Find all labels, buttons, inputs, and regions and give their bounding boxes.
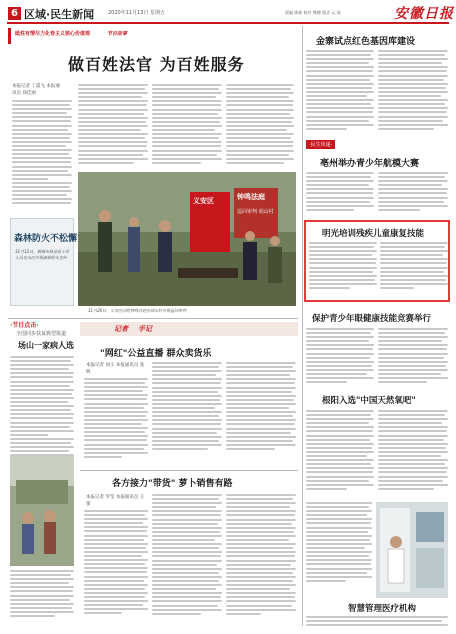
section-title: 区域·民生新闻 — [24, 8, 95, 21]
minsheng-tag: ·民生快递· — [306, 140, 335, 149]
protect-col-1 — [306, 328, 374, 385]
lead-body-col-2 — [78, 84, 148, 166]
carry-col-2 — [152, 494, 222, 617]
netred-headline: "网红"公益直播 群众卖货乐 — [100, 349, 212, 359]
lead-body-col-1 — [12, 100, 72, 206]
highlights-headline: 场山一家病人选 — [18, 341, 74, 350]
lead-photo — [78, 172, 296, 306]
bozhou-col-1 — [306, 172, 374, 213]
clinic-photo-illustration — [376, 502, 448, 598]
forest-headline: 森林防火不松懈 — [14, 234, 78, 244]
lead-headline: 做百姓法官 为百姓服务 — [68, 55, 245, 74]
root-col-2 — [378, 410, 448, 492]
lead-bottom-rule — [8, 318, 298, 319]
mid-rule — [80, 470, 298, 471]
carry-byline: 本报记者 罗莹 本报通讯员 王蕾 — [86, 495, 145, 507]
highlights-sub: 全国同步扶贫典型报道 — [16, 331, 67, 337]
featured-col-1 — [309, 242, 377, 291]
lead-photo-caption: 11月20日，义安区法院钟鸣法庭在胡山村开展巡回审判 — [88, 308, 187, 313]
top-right-col-1 — [306, 50, 374, 132]
forest-caption: 11月12日，桐城市林业局工作人员在山区开展森林防火宣传 — [15, 249, 70, 260]
lead-kicker: 砥柱有情尽力化卷主义核心价值观 — [15, 31, 91, 37]
carry-headline: 各方接力"带货" 萝卜销售有路 — [112, 479, 233, 489]
carry-col-1 — [84, 510, 148, 616]
smart-headline: 智慧管理医疗机构 — [348, 604, 417, 614]
featured-col-2 — [380, 242, 448, 291]
column-divider — [302, 26, 303, 626]
issue-date: 2020年11月13日 星期五 — [108, 10, 166, 16]
newspaper-logo: 安徽日报 — [394, 6, 454, 22]
root-col-1 — [306, 410, 374, 492]
village-photo-illustration — [10, 456, 74, 566]
reporter-tag-2: 手记 — [138, 325, 152, 333]
netred-col-3 — [226, 362, 296, 452]
netred-byline: 本报记者 刘玉 本报通讯员 张明 — [86, 363, 145, 375]
clinic-photo — [376, 502, 448, 598]
editors-credit: 责编 陈新 校对 熊德 版式 元 成 — [285, 10, 341, 15]
lead-body-col-4 — [226, 84, 294, 166]
reporter-tag: 记者 — [114, 325, 128, 333]
protect-headline: 保护青少年眼健康技能竞赛举行 — [312, 314, 432, 324]
top-right-headline: 金寨试点红色基因库建设 — [316, 37, 416, 47]
highlights-tag: ·节目点击· — [10, 322, 39, 329]
forest-box — [10, 218, 78, 306]
protect-col-2 — [378, 328, 448, 385]
village-body — [10, 570, 74, 619]
page-number: 6 — [8, 7, 21, 20]
carry-col-3 — [226, 494, 296, 617]
highlights-body — [10, 356, 74, 462]
lead-body-col-3 — [152, 84, 222, 166]
featured-article-highlight[interactable] — [304, 220, 450, 302]
lead-byline: 本报记者 丁震飞 本报通讯员 徐佳丽 — [12, 84, 60, 96]
smart-body — [306, 616, 448, 628]
village-photo — [10, 456, 74, 566]
netred-col-2 — [152, 362, 222, 452]
bozhou-headline: 亳州举办青少年航模大赛 — [320, 159, 420, 169]
root-headline: 根阳入选"中国天然氧吧" — [322, 396, 416, 406]
photo-sign-2: 钟鸣法庭 — [237, 193, 265, 201]
featured-headline: 明光培训残疾儿童康复技能 — [322, 229, 425, 239]
masthead-rule — [7, 22, 449, 24]
photo-sign-1: 义安区 — [193, 197, 214, 205]
netred-col-1 — [84, 378, 148, 460]
top-right-col-2 — [378, 50, 448, 132]
photo-sign-3: 巡回审判 胡山村 — [237, 209, 274, 215]
reporter-banner — [80, 322, 298, 336]
clinic-body — [306, 502, 372, 584]
lead-kicker-2: 节目故事 — [107, 31, 128, 37]
lead-kicker-bar — [8, 28, 298, 44]
bozhou-col-2 — [378, 172, 448, 213]
